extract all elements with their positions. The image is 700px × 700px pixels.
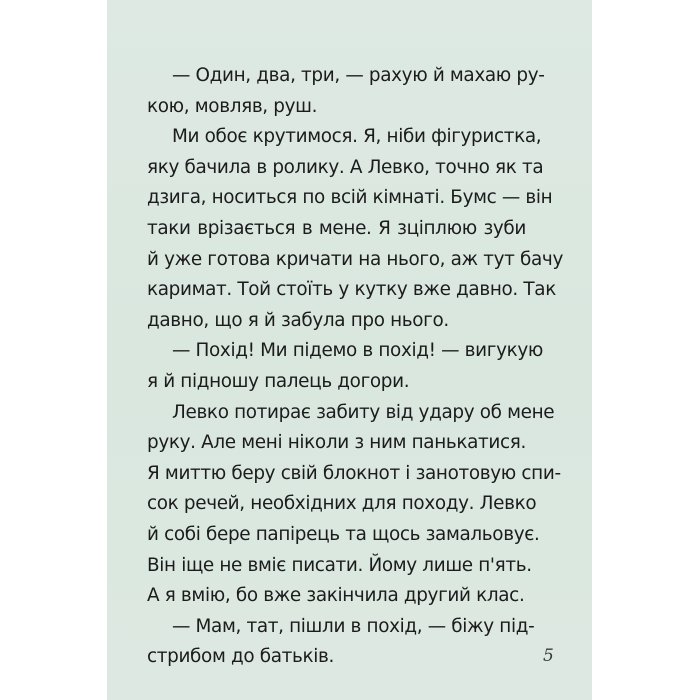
text-line: й собі бере папірець та щось замальовує. [147,523,540,545]
text-line: А я вмію, бо вже закінчила другий клас. [147,585,525,607]
text-line: — Один, два, три, — рахую й махаю ру- [172,65,545,86]
text-line: яку бачила в ролику. А Левко, точно як та [147,156,544,178]
page-number: 5 [543,646,554,666]
text-line: Я миттю беру свій блокнот і занотовую спи- [147,462,561,484]
text-line: я й підношу палець догори. [147,370,410,392]
page-body-text [147,61,563,673]
text-line: й уже готова кричати на нього, аж тут бачу [147,248,563,270]
text-line: стрибом до батьків. [147,646,334,668]
text-line: руку. Але мені ніколи з ним панькатися. [147,432,526,454]
text-line: дзига, носиться по всій кімнаті. Бумс — він [147,187,553,209]
text-line: таки врізається в мене. Я зціплюю зуби [147,217,526,239]
text-line: — Мам, тат, пішли в похід, — біжу під- [172,615,535,637]
text-line: сок речей, необхідних для походу. Левко [147,493,537,515]
text-line: — Похід! Ми підемо в похід! — вигукую [172,340,544,362]
text-line: Левко потирає забиту від удару об мене [172,401,555,423]
text-line: давно, що я й забула про нього. [147,309,449,331]
text-line: Ми обоє крутимося. Я, ніби фігуристка, [172,126,542,148]
text-line: Він іще не вміє писати. Йому лише п'ять. [147,554,532,576]
text-line: каримат. Той стоїть у кутку вже давно. Так [147,279,556,301]
book-page [107,0,592,700]
text-line: кою, мовляв, руш. [147,95,318,117]
